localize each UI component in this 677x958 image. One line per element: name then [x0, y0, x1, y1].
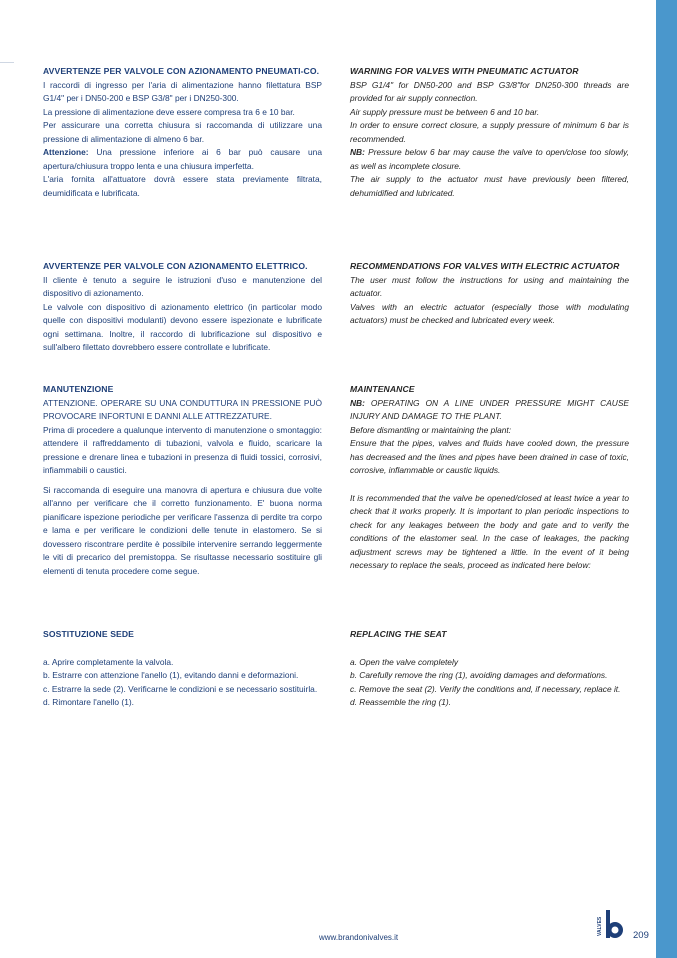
en-electric-title: RECOMMENDATIONS FOR VALVES WITH ELECTRIC ACTUATOR [350, 261, 620, 271]
it-electric-p1: Il cliente è tenuto a seguire le istruzioni d'uso e manutenzione del dispositivo di azionamento. [43, 274, 322, 298]
en-pneumatic-p3: In order to ensure correct closure, a supply pressure of minimum 6 bar is recommended. [350, 120, 629, 144]
margin-mark [0, 62, 14, 63]
en-maintenance-p1 [350, 397, 629, 424]
en-seat-section [350, 628, 629, 710]
en-seat-step-a: a. Open the valve completely [350, 656, 459, 667]
en-maintenance-p3: Ensure that the pipes, valves and fluids have cooled down, the pressure has decreased and the lines and pipes have been drained in case of toxic, corrosive, inflammable or caustic liquids. [350, 438, 629, 475]
footer-website-link[interactable]: www.brandonivalves.it [319, 933, 399, 942]
it-seat-step-b: b. Estrarre con attenzione l'anello (1), evitando danni e deformazioni. [43, 670, 299, 680]
it-seat-step-a: a. Aprire completamente la valvola. [43, 656, 174, 667]
en-maintenance-section [350, 383, 629, 573]
en-seat-step-b: b. Carefully remove the ring (1), avoiding damages and deformations. [350, 670, 608, 680]
it-pneumatic-section [43, 65, 322, 200]
it-electric-p2: Le valvole con dispositivo di azionamento elettrico (in particolar modo quelle con dispositivi modulanti) devono essere ispezionate e lubrificate ogni settimana. Inoltre, il raccordo di lubrificazione sul dispositivo e sull'albero filettato dovrebbero essere controllate e lubrificate. [43, 301, 322, 352]
side-accent-bar [656, 0, 677, 958]
it-maintenance-p1: ATTENZIONE. OPERARE SU UNA CONDUTTURA IN PRESSIONE PUÒ PROVOCARE INFORTUNI E DANNI ALLE ATTREZZATURE. [43, 397, 322, 421]
it-maintenance-section [43, 383, 322, 578]
it-seat-step-c: c. Estrarre la sede (2). Verificarne le condizioni e se necessario sostituirla. [43, 683, 318, 694]
page-number: 209 [633, 930, 649, 941]
en-electric-p1: The user must follow the instructions for using and maintaining the actuator. [350, 274, 629, 298]
it-pneumatic-p2: La pressione di alimentazione deve essere compresa tra 6 e 10 bar. [43, 106, 295, 117]
it-pneumatic-p5: L'aria fornita all'attuatore dovrà essere stata previamente filtrata, deumidificata e lubrificata. [43, 174, 322, 198]
it-pneumatic-title: AVVERTENZE PER VALVOLE CON AZIONAMENTO PNEUMATI-CO. [43, 66, 320, 76]
en-seat-step-c: c. Remove the seat (2). Verify the conditions and, if necessary, replace it. [350, 683, 621, 694]
en-pneumatic-title: WARNING FOR VALVES WITH PNEUMATIC ACTUATOR [350, 66, 579, 76]
en-pneumatic-section [350, 65, 629, 200]
en-seat-title: REPLACING THE SEAT [350, 629, 447, 639]
it-attention-text: Una pressione inferiore ai 6 bar può causare una apertura/chiusura troppo lenta e una chiusura imperfetta. [43, 147, 322, 171]
it-maintenance-p3: Si raccomanda di eseguire una manovra di apertura e chiusura due volte all'anno per verificare che il corretto funzionamento. E' buona norma pianificare ispezione periodiche per verificare l'assenza di perdite tra corpo e lama e per verificare le condizioni delle tenute in elastomero. Se si dovessero riscontrare perdite è possibile intervenire serrando leggermente le viti di precarico del premistoppa. Se risultasse necessario sostituire gli elementi di tenuta procedere come segue. [43, 484, 322, 576]
en-seat-step-d: d. Reassemble the ring (1). [350, 697, 452, 707]
en-pneumatic-p1: BSP G1/4" for DN50-200 and BSP G3/8"for DN250-300 threads are provided for air supply connection. [350, 79, 629, 103]
en-maint-nb-text: OPERATING ON A LINE UNDER PRESSURE MIGHT CAUSE INJURY AND DAMAGE TO THE PLANT. [350, 397, 629, 421]
en-pneumatic-p2: Air supply pressure must be between 6 and 10 bar. [350, 106, 540, 117]
it-electric-title: AVVERTENZE PER VALVOLE CON AZIONAMENTO ELETTRICO. [43, 261, 308, 271]
en-pneumatic-p5: The air supply to the actuator must have previously been filtered, dehumidified and lubricated. [350, 174, 629, 198]
it-pneumatic-p1: I raccordi di ingresso per l'aria di alimentazione hanno filettatura BSP G1/4" per i DN50-200 e BSP G3/8" per i DN250-300. [43, 79, 322, 103]
it-seat-section [43, 628, 322, 710]
en-nb-label: NB: [350, 147, 365, 157]
it-maintenance-p2: Prima di procedere a qualunque intervento di manutenzione o smontaggio: attendere il raffreddamento di tubazioni, valvola e fluido, scaricare la pressione e drenare linea e tubazioni in presenza di fluidi tossici, corrosivi, infiammabili o caustici. [43, 424, 322, 475]
en-electric-section [350, 260, 629, 328]
en-maintenance-p2: Before dismantling or maintaining the plant: [350, 424, 512, 435]
logo-valves-text: VALVES [597, 916, 603, 936]
en-maint-nb-label: NB: [350, 397, 365, 408]
it-seat-step-d: d. Rimontare l'anello (1). [43, 697, 134, 707]
it-maintenance-title: MANUTENZIONE [43, 384, 114, 394]
it-electric-section [43, 260, 322, 355]
it-pneumatic-p3: Per assicurare una corretta chiusura si raccomanda di utilizzare una pressione di alimentazione di almeno 6 bar. [43, 120, 322, 144]
it-seat-title: SOSTITUZIONE SEDE [43, 629, 134, 639]
en-nb-text: Pressure below 6 bar may cause the valve to open/close too slowly, as well as incomplete closure. [350, 147, 629, 171]
en-maintenance-title: MAINTENANCE [350, 384, 415, 394]
en-pneumatic-p4 [350, 146, 629, 173]
en-maintenance-p4: It is recommended that the valve be opened/closed at least twice a year to check that it works properly. It is important to plan periodic inspections to check for any leakages between the body and gate and to verify the conditions of the elastomer seal. In the case of leakages, the packing adjustment screws may be tightened a little. In the event of it being necessary to replace the seals, proceed as indicated here below: [350, 492, 629, 570]
en-electric-p2: Valves with an electric actuator (especially those with modulating actuators) must be checked and lubricated every week. [350, 301, 629, 325]
it-pneumatic-p4 [43, 146, 322, 173]
it-attention-label: Attenzione: [43, 147, 89, 157]
brand-logo-icon [596, 908, 626, 944]
